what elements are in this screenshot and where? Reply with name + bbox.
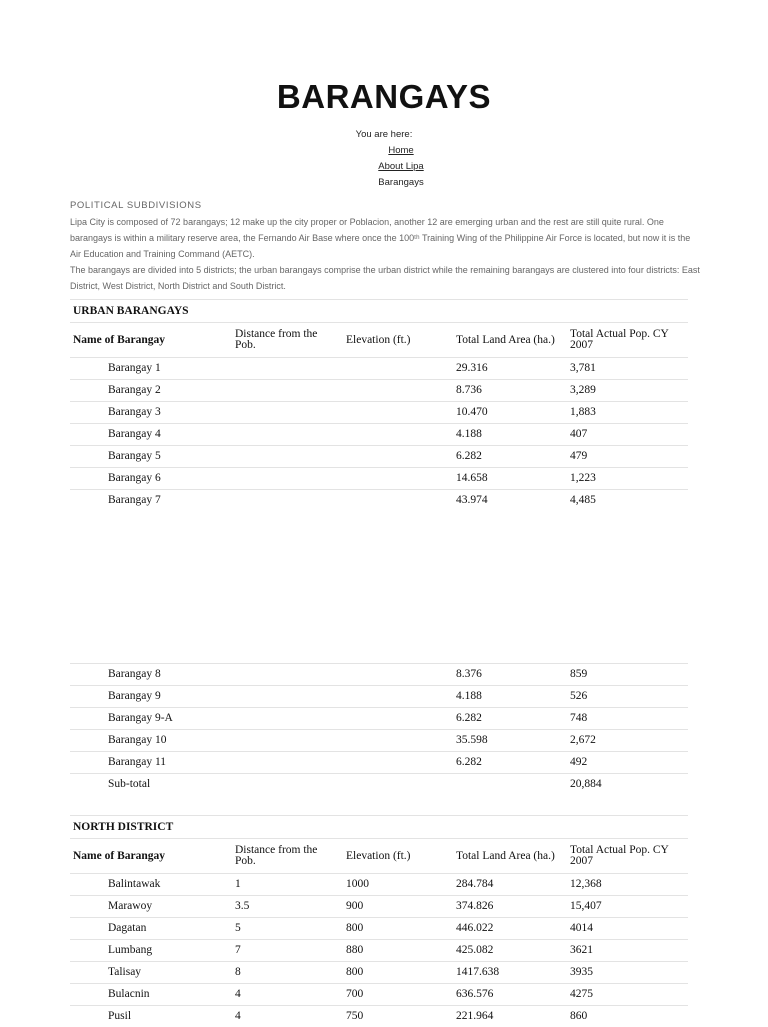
urban-barangays-table-continued	[70, 663, 688, 795]
table-cell: 7	[235, 944, 241, 956]
table-cell: Barangay 7	[108, 494, 161, 506]
table-cell: 374.826	[456, 900, 494, 912]
intro-paragraph: Lipa City is composed of 72 barangays; 12 make up the city proper or Poblacion, another 12 are emerging urban and the rest are still quite rural. One barangays is within a military reserve area, the Fernando Air Base where once the 100ᵗʰ Training Wing of the Philippine Air Force is located, but now it is the Air Education and Training Command (AETC).	[70, 217, 691, 259]
table-cell: Barangay 2	[108, 384, 161, 396]
table-cell: 3621	[570, 944, 593, 956]
table-cell: 900	[346, 900, 364, 912]
table-row	[70, 729, 688, 751]
table-cell: 3,289	[570, 384, 596, 396]
table-cell: Marawoy	[108, 900, 153, 912]
table-cell	[346, 490, 446, 511]
table-cell: 3935	[570, 966, 593, 978]
table-row	[70, 467, 688, 489]
column-header: Total Land Area (ha.)	[456, 849, 555, 862]
table-cell	[346, 468, 446, 489]
table-cell: 407	[570, 428, 588, 440]
table-cell: 1,223	[570, 472, 596, 484]
table-cell: 8.376	[456, 668, 482, 680]
table-cell: 4	[235, 988, 241, 1000]
table-cell	[346, 774, 446, 795]
table-caption: NORTH DISTRICT	[70, 815, 688, 838]
table-row	[70, 379, 688, 401]
table-row	[70, 773, 688, 795]
table-cell: 3,781	[570, 362, 596, 374]
table-row	[70, 917, 688, 939]
table-cell: Balintawak	[108, 878, 161, 890]
table-cell: 1	[235, 878, 241, 890]
table-row	[70, 401, 688, 423]
column-header: Name of Barangay	[73, 849, 165, 862]
table-cell	[235, 358, 335, 379]
column-header: Distance from the Pob.	[235, 844, 318, 867]
table-cell: Bulacnin	[108, 988, 150, 1000]
table-cell: 859	[570, 668, 588, 680]
table-cell: 4,485	[570, 494, 596, 506]
table-cell: 221.964	[456, 1010, 494, 1022]
table-row	[70, 983, 688, 1005]
table-cell: Barangay 9	[108, 690, 161, 702]
table-cell: Talisay	[108, 966, 142, 978]
table-cell: 526	[570, 690, 588, 702]
table-cell: 43.974	[456, 494, 488, 506]
table-cell: 2,672	[570, 734, 596, 746]
table-cell: 479	[570, 450, 588, 462]
table-cell: 35.598	[456, 734, 488, 746]
table-cell: 4.188	[456, 428, 482, 440]
breadcrumb-label: You are here:	[355, 129, 413, 140]
table-cell: Dagatan	[108, 922, 147, 934]
table-cell	[346, 424, 446, 445]
table-cell	[235, 730, 335, 751]
table-row	[70, 751, 688, 773]
table-cell: 4275	[570, 988, 593, 1000]
breadcrumb	[0, 129, 768, 193]
table-cell: Barangay 4	[108, 428, 161, 440]
breadcrumb-about-lipa-link[interactable]: About Lipa	[378, 161, 424, 172]
table-cell: Barangay 5	[108, 450, 161, 462]
intro-section	[70, 198, 700, 294]
section-heading: POLITICAL SUBDIVISIONS	[70, 200, 202, 211]
breadcrumb-current: Barangays	[378, 177, 424, 188]
table-cell	[235, 380, 335, 401]
table-cell: Barangay 9-A	[108, 712, 173, 724]
table-cell	[456, 774, 566, 795]
column-header: Elevation (ft.)	[346, 849, 411, 862]
table-cell	[346, 752, 446, 773]
table-cell	[235, 686, 335, 707]
table-row	[70, 873, 688, 895]
table-cell	[235, 402, 335, 423]
table-cell	[235, 708, 335, 729]
table-cell: 8.736	[456, 384, 482, 396]
table-cell: 5	[235, 922, 241, 934]
table-row	[70, 707, 688, 729]
table-cell	[346, 358, 446, 379]
table-row	[70, 489, 688, 511]
table-cell: 750	[346, 1010, 364, 1022]
table-cell	[235, 490, 335, 511]
table-row	[70, 685, 688, 707]
table-cell	[346, 446, 446, 467]
table-cell: 8	[235, 966, 241, 978]
table-cell: Barangay 11	[108, 756, 167, 768]
table-cell: Lumbang	[108, 944, 153, 956]
table-cell: 800	[346, 922, 364, 934]
table-cell: Sub-total	[108, 778, 151, 790]
table-cell: 880	[346, 944, 364, 956]
page-title: BARANGAYS	[276, 78, 492, 115]
table-cell	[346, 380, 446, 401]
table-caption: URBAN BARANGAYS	[70, 299, 688, 322]
column-header: Distance from the Pob.	[235, 328, 318, 351]
table-row	[70, 961, 688, 983]
table-cell: 10.470	[456, 406, 488, 418]
table-cell	[235, 752, 335, 773]
table-cell: 29.316	[456, 362, 488, 374]
table-header-row	[70, 838, 688, 873]
table-cell: 14.658	[456, 472, 488, 484]
column-header: Total Land Area (ha.)	[456, 333, 555, 346]
table-cell	[235, 468, 335, 489]
table-row	[70, 895, 688, 917]
table-cell: 20,884	[570, 778, 602, 790]
table-cell: 6.282	[456, 756, 482, 768]
table-cell: Barangay 10	[108, 734, 167, 746]
table-cell	[346, 664, 446, 685]
table-row	[70, 445, 688, 467]
table-cell: 4	[235, 1010, 241, 1022]
table-cell: Barangay 3	[108, 406, 161, 418]
table-cell: 425.082	[456, 944, 494, 956]
table-cell: 4014	[570, 922, 593, 934]
north-district-table	[70, 815, 688, 1027]
table-row	[70, 939, 688, 961]
table-cell: 4.188	[456, 690, 482, 702]
urban-barangays-table	[70, 299, 688, 511]
table-cell: 492	[570, 756, 588, 768]
table-cell: Barangay 8	[108, 668, 161, 680]
table-cell: 800	[346, 966, 364, 978]
table-cell	[235, 664, 335, 685]
table-cell: 700	[346, 988, 364, 1000]
column-header: Elevation (ft.)	[346, 333, 411, 346]
table-cell: Barangay 6	[108, 472, 161, 484]
breadcrumb-home-link[interactable]: Home	[388, 145, 414, 156]
table-header-row	[70, 322, 688, 357]
table-cell: 12,368	[570, 878, 602, 890]
table-cell: 748	[570, 712, 588, 724]
table-row	[70, 663, 688, 685]
table-cell: 1,883	[570, 406, 596, 418]
table-cell: 1000	[346, 878, 369, 890]
table-cell	[346, 402, 446, 423]
column-header: Total Actual Pop. CY 2007	[570, 844, 669, 867]
table-cell: 446.022	[456, 922, 494, 934]
table-cell: 6.282	[456, 450, 482, 462]
table-row	[70, 357, 688, 379]
table-cell: 860	[570, 1010, 588, 1022]
table-cell	[346, 708, 446, 729]
table-cell: 6.282	[456, 712, 482, 724]
table-cell	[346, 730, 446, 751]
table-cell	[235, 446, 335, 467]
table-cell: 636.576	[456, 988, 494, 1000]
table-cell: 15,407	[570, 900, 602, 912]
table-cell: 1417.638	[456, 966, 500, 978]
table-cell: 3.5	[235, 900, 250, 912]
table-cell	[346, 686, 446, 707]
column-header: Name of Barangay	[73, 333, 165, 346]
table-row	[70, 423, 688, 445]
column-header: Total Actual Pop. CY 2007	[570, 328, 669, 351]
table-cell: Pusil	[108, 1010, 132, 1022]
table-cell	[235, 424, 335, 445]
table-cell: 284.784	[456, 878, 494, 890]
table-cell	[235, 774, 335, 795]
intro-paragraph: The barangays are divided into 5 districts; the urban barangays comprise the urban district while the remaining barangays are clustered into four districts: East District, West District, North District and South District.	[70, 265, 700, 291]
table-cell: Barangay 1	[108, 362, 161, 374]
